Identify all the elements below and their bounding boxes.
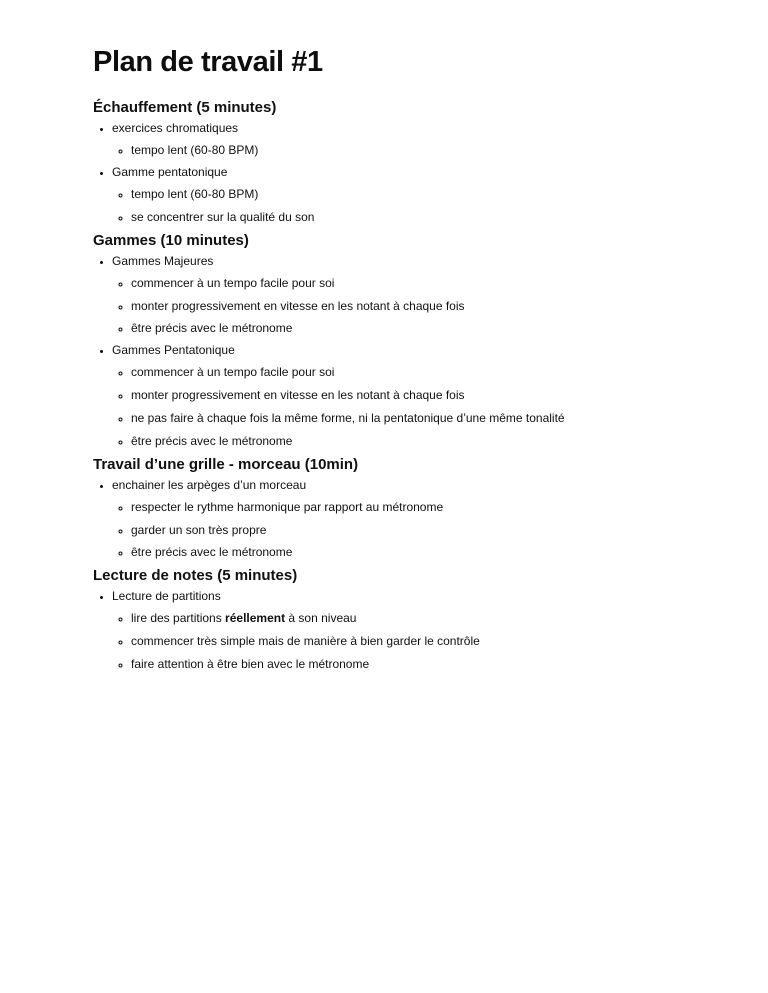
- section-heading: Travail d’une grille - morceau (10min): [93, 455, 359, 473]
- section-echauffement: [93, 98, 728, 225]
- list-item-label: Gamme pentatonique: [112, 165, 228, 179]
- bullet-list: [93, 588, 728, 672]
- list-item: [112, 342, 728, 448]
- sub-list-item: ◦ commencer à un tempo facile pour soi: [131, 275, 728, 291]
- bullet-list: [93, 120, 728, 225]
- list-item-label: enchainer les arpèges d’un morceau: [112, 477, 307, 492]
- sub-list: [112, 499, 728, 561]
- sub-list-item: ◦ respecter le rythme harmonique par rapport au métronome: [131, 499, 728, 515]
- list-item: [112, 120, 728, 158]
- bullet-list: [93, 253, 728, 449]
- sub-list-item: ◦ faire attention à être bien avec le métronome: [131, 656, 728, 672]
- sub-list-item: ◦ commencer à un tempo facile pour soi: [131, 364, 728, 380]
- bullet-list: [93, 477, 728, 561]
- list-item: [112, 588, 728, 672]
- list-item: [112, 164, 728, 225]
- list-item: [112, 477, 728, 561]
- sub-list: [112, 610, 728, 672]
- sub-list: [112, 275, 728, 337]
- sub-list-item: ◦ tempo lent (60-80 BPM): [131, 142, 728, 158]
- sub-list-item: ◦ être précis avec le métronome: [131, 433, 728, 449]
- list-item-label: exercices chromatiques: [112, 121, 239, 135]
- sub-list-item: ◦ être précis avec le métronome: [131, 320, 728, 336]
- list-item-label: Lecture de partitions: [112, 589, 221, 604]
- sub-list-item: ◦ se concentrer sur la qualité du son: [131, 209, 728, 225]
- sub-list: [112, 142, 728, 158]
- section-heading: Échauffement (5 minutes): [93, 99, 277, 116]
- sub-list: [112, 186, 728, 225]
- sub-list-item: ◦ être précis avec le métronome: [131, 544, 728, 560]
- text-span: lire des partitions: [131, 611, 226, 626]
- sub-list-item: ◦ tempo lent (60-80 BPM): [131, 186, 728, 202]
- sub-list-item: ◦ monter progressivement en vitesse en les notant à chaque fois: [131, 387, 728, 403]
- section-heading: Gammes (10 minutes): [93, 231, 249, 249]
- list-item-label: Gammes Pentatonique: [112, 343, 235, 358]
- emphasis-text: réellement: [225, 611, 286, 626]
- sub-list-item: ◦ garder un son très propre: [131, 522, 728, 538]
- sub-list-item-rich: [131, 610, 728, 626]
- sub-list-item: ◦ ne pas faire à chaque fois la même forme, ni la pentatonique d’une même tonalité: [131, 410, 728, 426]
- section-travail-grille: [93, 455, 728, 561]
- section-lecture-notes: [93, 566, 728, 672]
- sub-list: [112, 364, 728, 448]
- list-item-label: Gammes Majeures: [112, 253, 214, 268]
- sub-list-item: ◦ monter progressivement en vitesse en les notant à chaque fois: [131, 298, 728, 314]
- page-title: Plan de travail #1: [93, 46, 323, 78]
- list-item: [112, 253, 728, 337]
- sub-list-item: ◦ commencer très simple mais de manière à bien garder le contrôle: [131, 633, 728, 649]
- section-heading: Lecture de notes (5 minutes): [93, 567, 298, 585]
- section-gammes: [93, 231, 728, 449]
- text-span: à son niveau: [285, 611, 357, 626]
